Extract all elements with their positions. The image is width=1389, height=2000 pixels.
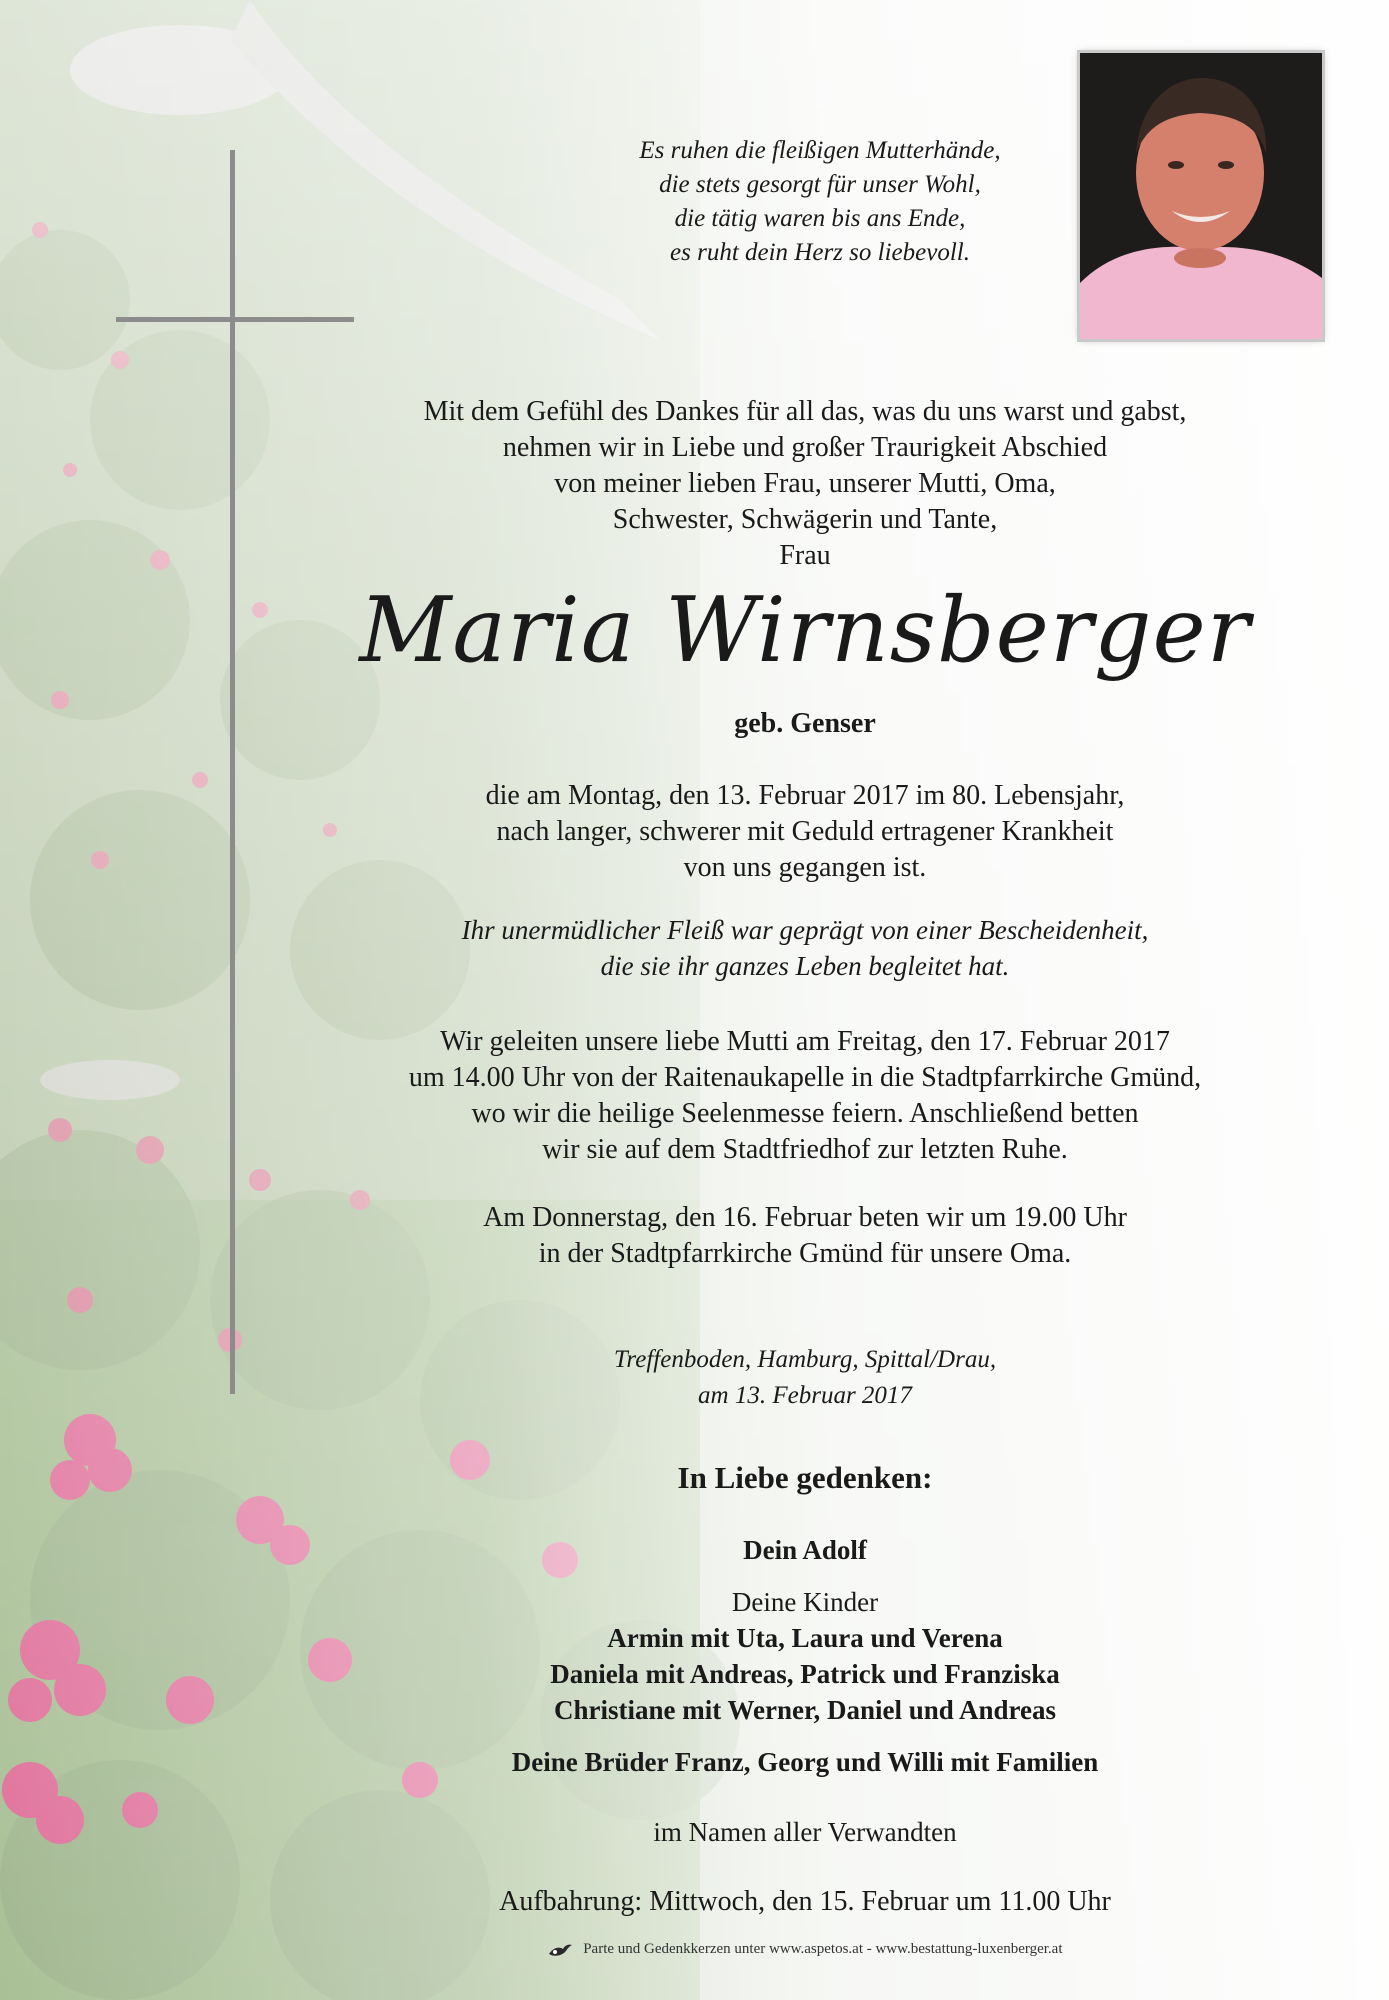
funeral-line: wir sie auf dem Stadtfriedhof zur letzten Ruhe. bbox=[542, 1134, 1068, 1165]
maiden-name: geb. Genser bbox=[734, 708, 876, 739]
date-line: am 13. Februar 2017 bbox=[698, 1382, 912, 1409]
poem-line: die stets gesorgt für unser Wohl, bbox=[659, 171, 981, 198]
prayer-line: in der Stadtpfarrkirche Gmünd für unsere Oma. bbox=[538, 1238, 1072, 1269]
mourner-children-label: Deine Kinder bbox=[731, 1587, 879, 1617]
death-line: von uns gegangen ist. bbox=[683, 852, 927, 883]
funeral-line: um 14.00 Uhr von der Raitenaukapelle in die Stadtpfarrkirche Gmünd, bbox=[408, 1062, 1202, 1093]
intro-line: von meiner lieben Frau, unserer Mutti, Oma, bbox=[554, 468, 1056, 499]
tribute-quote bbox=[330, 912, 1280, 984]
bird-logo-icon bbox=[547, 1940, 573, 1960]
intro-line: nehmen wir in Liebe und großer Traurigkeit Abschied bbox=[502, 432, 1108, 463]
death-notice bbox=[330, 778, 1280, 886]
prayer-line: Am Donnerstag, den 16. Februar beten wir um 19.00 Uhr bbox=[483, 1202, 1127, 1233]
death-line: die am Montag, den 13. Februar 2017 im 80. Lebensjahr, bbox=[485, 780, 1125, 811]
quote-line: Ihr unermüdlicher Fleiß war geprägt von einer Bescheidenheit, bbox=[461, 915, 1149, 945]
mourner-child-family: Armin mit Uta, Laura und Verena bbox=[607, 1623, 1003, 1653]
viewing-details: Aufbahrung: Mittwoch, den 15. Februar um 11.00 Uhr bbox=[499, 1886, 1111, 1917]
mourner-brothers: Deine Brüder Franz, Georg und Willi mit Familien bbox=[511, 1747, 1099, 1777]
footer-text: Parte und Gedenkkerzen unter www.aspetos.at - www.bestattung-luxenberger.at bbox=[583, 1941, 1063, 1957]
poem-line: die tätig waren bis ans Ende, bbox=[674, 205, 966, 232]
cross-horizontal-bar bbox=[116, 317, 354, 322]
place-and-date bbox=[330, 1342, 1280, 1414]
funeral-details bbox=[330, 1024, 1280, 1168]
mourner-children bbox=[330, 1620, 1280, 1728]
cross-vertical-bar bbox=[230, 150, 235, 1394]
place-line: Treffenboden, Hamburg, Spittal/Drau, bbox=[613, 1346, 997, 1373]
poem bbox=[540, 134, 1100, 270]
poem-line: Es ruhen die fleißigen Mutterhände, bbox=[639, 137, 1001, 164]
portrait-image bbox=[1080, 53, 1322, 339]
prayer-details bbox=[330, 1200, 1280, 1272]
mourner-spouse: Dein Adolf bbox=[743, 1535, 867, 1565]
mourner-child-family: Christiane mit Werner, Daniel und Andreas bbox=[553, 1695, 1057, 1725]
intro-line: Mit dem Gefühl des Dankes für all das, was du uns warst und gabst, bbox=[423, 396, 1187, 427]
footer bbox=[330, 1938, 1280, 1960]
mourner-child-family: Daniela mit Andreas, Patrick und Franziska bbox=[550, 1659, 1060, 1689]
deceased-name: Maria Wirnsberger bbox=[359, 578, 1251, 683]
mourner-relatives: im Namen aller Verwandten bbox=[653, 1817, 957, 1847]
death-line: nach langer, schwerer mit Geduld ertragener Krankheit bbox=[496, 816, 1114, 847]
poem-line: es ruht dein Herz so liebevoll. bbox=[670, 239, 970, 266]
mourners-heading: In Liebe gedenken: bbox=[677, 1460, 933, 1495]
quote-line: die sie ihr ganzes Leben begleitet hat. bbox=[600, 951, 1010, 981]
funeral-line: wo wir die heilige Seelenmesse feiern. Anschließend betten bbox=[471, 1098, 1139, 1129]
funeral-line: Wir geleiten unsere liebe Mutti am Freitag, den 17. Februar 2017 bbox=[440, 1026, 1170, 1057]
intro-line: Schwester, Schwägerin und Tante, bbox=[612, 504, 998, 535]
portrait-photo bbox=[1080, 53, 1322, 339]
intro-line: Frau bbox=[779, 540, 831, 571]
intro-text bbox=[330, 394, 1280, 574]
